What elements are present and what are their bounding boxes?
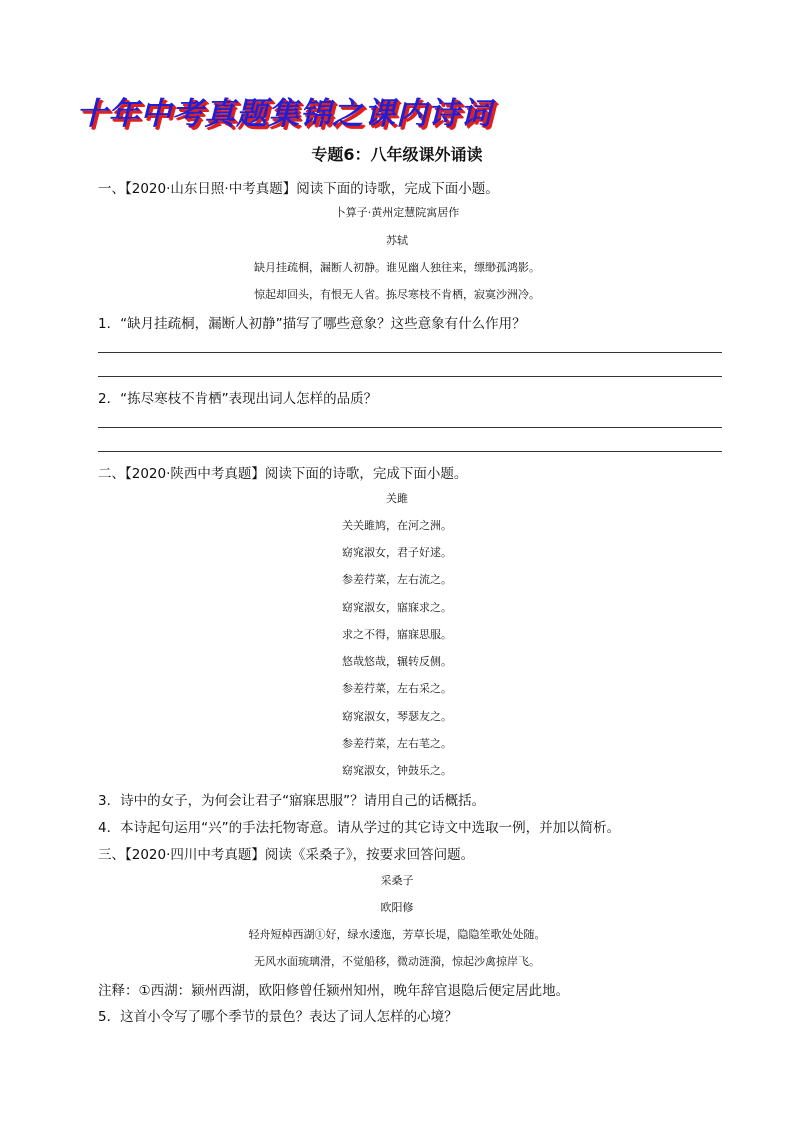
section2-poem-line: 参差荇菜，左右采之。 xyxy=(342,682,452,695)
answer-line[interactable] xyxy=(98,451,722,452)
section2-poem-line: 参差荇菜，左右芼之。 xyxy=(342,737,452,750)
question-1: 1．“缺月挂疏桐，漏断人初静”描写了哪些意象？这些意象有什么作用？ xyxy=(98,316,526,332)
section2-poem-title: 关雎 xyxy=(386,492,408,505)
section1-poem-author: 苏轼 xyxy=(386,234,408,247)
section3-heading: 三、【2020·四川中考真题】阅读《采桑子》，按要求回答问题。 xyxy=(98,847,475,863)
section2-poem-line: 窈窕淑女，寤寐求之。 xyxy=(342,601,452,614)
section1-poem-line: 惊起却回头，有恨无人省。拣尽寒枝不肯栖，寂寞沙洲冷。 xyxy=(254,288,540,301)
section1-heading: 一、【2020·山东日照·中考真题】阅读下面的诗歌，完成下面小题。 xyxy=(98,181,499,197)
section3-poem-author: 欧阳修 xyxy=(380,901,414,914)
answer-line[interactable] xyxy=(98,427,722,428)
section3-poem-title: 采桑子 xyxy=(380,874,414,887)
section2-poem-line: 窈窕淑女，钟鼓乐之。 xyxy=(342,764,452,777)
question-2: 2．“拣尽寒枝不肯栖”表现出词人怎样的品质？ xyxy=(98,391,378,407)
section2-poem-line: 窈窕淑女，君子好逑。 xyxy=(342,546,452,559)
topic-title: 专题6：八年级课外诵读 xyxy=(311,145,483,164)
section2-poem-line: 关关雎鸠，在河之洲。 xyxy=(342,519,452,532)
annotation-note: 注释：①西湖：颍州西湖，欧阳修曾任颍州知州，晚年辞官退隐后便定居此地。 xyxy=(98,983,570,999)
question-5: 5．这首小令写了哪个季节的景色？表达了词人怎样的心境？ xyxy=(98,1009,458,1025)
section3-poem-line: 无风水面琉璃滑，不觉船移，微动涟漪，惊起沙禽掠岸飞。 xyxy=(254,955,540,968)
question-4: 4．本诗起句运用“兴”的手法托物寄意。请从学过的其它诗文中选取一例，并加以简析。 xyxy=(98,820,621,836)
section2-heading: 二、【2020·陕西中考真题】阅读下面的诗歌，完成下面小题。 xyxy=(98,466,468,482)
section1-poem-title: 卜算子·黄州定慧院寓居作 xyxy=(334,206,460,219)
question-3: 3．诗中的女子，为何会让君子“寤寐思服”？请用自己的话概括。 xyxy=(98,793,486,809)
section3-poem-line: 轻舟短棹西湖①好，绿水逶迤，芳草长堤，隐隐笙歌处处随。 xyxy=(248,928,546,941)
series-banner: 十年中考真题集锦之课内诗词 xyxy=(76,96,492,132)
section2-poem-line: 窈窕淑女，琴瑟友之。 xyxy=(342,710,452,723)
answer-line[interactable] xyxy=(98,376,722,377)
section2-poem-line: 求之不得，寤寐思服。 xyxy=(342,628,452,641)
section2-poem-line: 悠哉悠哉，辗转反侧。 xyxy=(342,655,452,668)
answer-line[interactable] xyxy=(98,352,722,353)
section2-poem-line: 参差荇菜，左右流之。 xyxy=(342,573,452,586)
section1-poem-line: 缺月挂疏桐，漏断人初静。谁见幽人独往来，缥缈孤鸿影。 xyxy=(254,261,540,274)
